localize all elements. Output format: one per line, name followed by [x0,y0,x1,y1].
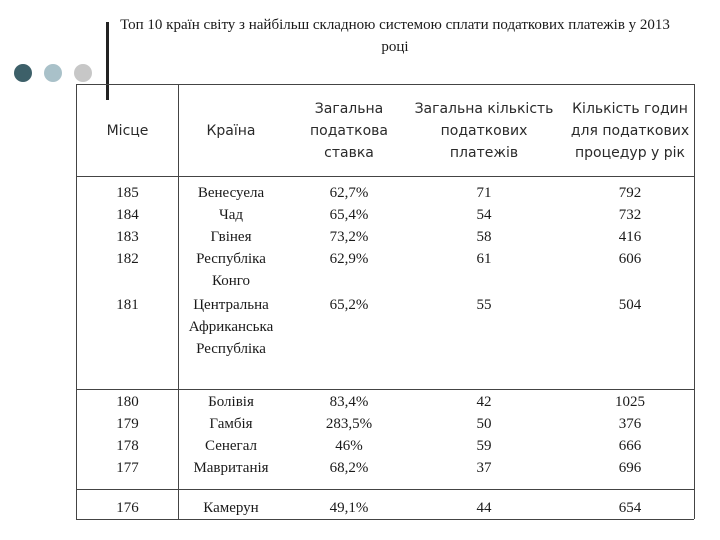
cell-places: 181 [116,297,139,313]
cell-hours: 504 [618,297,642,313]
header-tax-rate: Загальна податкова ставка [310,101,388,161]
header-payments: Загальна кількість податкових платежів [414,101,554,161]
decor-dot-light [44,64,62,82]
decor-dot-gray [74,64,92,82]
cell-countries: Центральна Африканська Республіка [188,297,274,357]
decor-dot-dark [14,64,32,82]
cell-rates: 65,2% [329,297,369,313]
header-place: Місце [106,123,149,139]
cell-places: 180 179 178 177 [116,394,139,476]
cell-hours: 1025 376 666 696 [615,394,645,476]
header-divider [77,176,695,177]
cell-payments: 44 [476,500,492,516]
row-divider [77,489,695,490]
table-top-border [77,84,695,85]
header-hours: Кількість годин для податкових процедур у рік [570,101,690,161]
cell-places: 185 184 183 182 [116,185,139,267]
cell-places: 176 [116,500,139,516]
cell-hours: 792 732 416 606 [618,185,642,267]
cell-hours: 654 [618,500,642,516]
cell-payments: 42 50 59 37 [476,394,492,476]
slide-title: Топ 10 країн світу з найбільш складною системою сплати податкових платежів у 2013 році [120,17,670,55]
cell-rates: 83,4% 283,5% 46% 68,2% [325,394,373,476]
header-country: Країна [206,123,256,139]
cell-countries: Камерун [203,500,259,516]
cell-countries: Болівія Гамбія Сенегал Мавританія [193,394,269,476]
cell-countries: Венесуела Чад Гвінея Республіка Конго [196,185,266,289]
tax-table [76,84,694,520]
row-divider [77,389,695,390]
cell-payments: 55 [476,297,492,313]
cell-payments: 71 54 58 61 [476,185,492,267]
cell-rates: 49,1% [329,500,369,516]
cell-rates: 62,7% 65,4% 73,2% 62,9% [329,185,369,267]
